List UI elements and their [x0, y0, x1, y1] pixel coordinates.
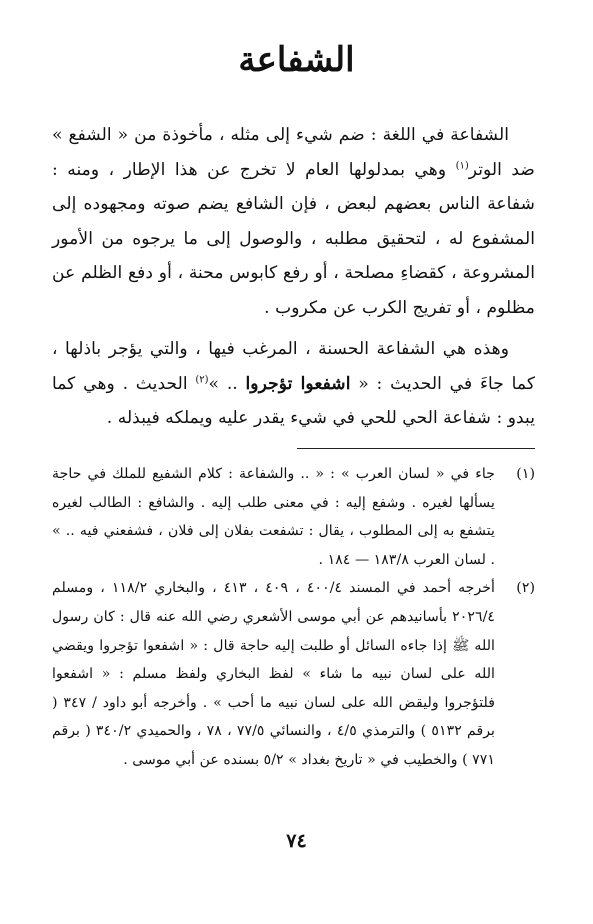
paragraph-hadith: [52, 332, 535, 436]
paragraph-text: وهذه هي الشفاعة الحسنة ، المرغب فيها ، والتي يؤجر باذلها ، كما جاءَ في الحديث : «: [52, 339, 536, 394]
footnote-ref[interactable]: (٢): [195, 373, 209, 385]
footnote-text: جاء في « لسان العرب » : « .. والشفاعة : كلام الشفيع للملك في حاجة يسألها لغيره . وشفع إليه : في معنى طلب إليه . والشافع : الطالب لغيره يتشفع به إلى المطلوب ، يقال : تشفعت بفلان إلى فلان ، فشفعني فيه .. » . لسان العرب ١٨٣/٨ — ١٨٤ .: [52, 466, 495, 568]
hadith-quote: اشفعوا تؤجروا: [245, 373, 351, 394]
paragraph-text: .. »: [208, 373, 246, 394]
paragraph-text: وهي بمدلولها العام لا تخرج عن هذا الإطار ، ومنه : شفاعة الناس بعضهم لبعض ، فإن الشافع يضم صوته ومجهوده إلى المشفوع له ، لتحقيق مطلبه ، والوصول إلى ما يرجوه من الأمور المشروعة ، كقضاءِ مصلحة ، أو رفع كابوس محنة ، أو دفع الظلم عن مظلوم ، أو تفريج الكرب عن مكروب .: [52, 159, 535, 318]
footnote-item: [52, 460, 535, 574]
footnotes: [52, 460, 535, 775]
page-title: الشفاعة: [238, 40, 355, 80]
page-number: ٧٤: [286, 830, 307, 852]
footnote-ref[interactable]: (١): [455, 159, 469, 171]
footnote-text: أخرجه أحمد في المسند ٤٠٠/٤ ، ٤٠٩ ، ٤١٣ ، والبخاري ١١٨/٢ ، ومسلم ٢٠٢٦/٤ بأسانيدهم عن أبي موسى الأشعري رضي الله عنه قال : كان رسول الله ﷺ إذا جاءه السائل أو طلبت إليه حاجة قال : « اشفعوا تؤجروا ويقضي الله على لسان نبيه ما شاء » لفظ البخاري ولفظ مسلم : « اشفعوا فلتؤجروا وليقض الله على لسان نبيه ما أحب » . وأخرجه أبو داود / ٣٤٧ ( برقم ٥١٣٢ ) والترمذي ٤/٥ ، والنسائي ٧٧/٥ ، ٧٨ ، والحميدي ٣٤٠/٢ ( برقم ٧٧١ ) والخطيب في « تاريخ بغداد » ٥/٢ بسنده عن أبي موسى .: [52, 580, 496, 768]
footnote-divider: [297, 448, 535, 449]
footnote-number: (١): [516, 466, 535, 482]
paragraph-definition: [52, 118, 535, 325]
footnote-item: [52, 574, 535, 774]
paragraph-text: الحديث . وهي كما يبدو : شفاعة الحي للحي في شيء يقدر عليه ويملكه فيبذله .: [52, 373, 535, 428]
paragraph-text: الشفاعة في اللغة : ضم شيء إلى مثله ، مأخوذة من « الشفع » ضد الوتر: [52, 125, 535, 180]
main-text: [52, 118, 535, 436]
footnote-number: (٢): [516, 580, 535, 597]
